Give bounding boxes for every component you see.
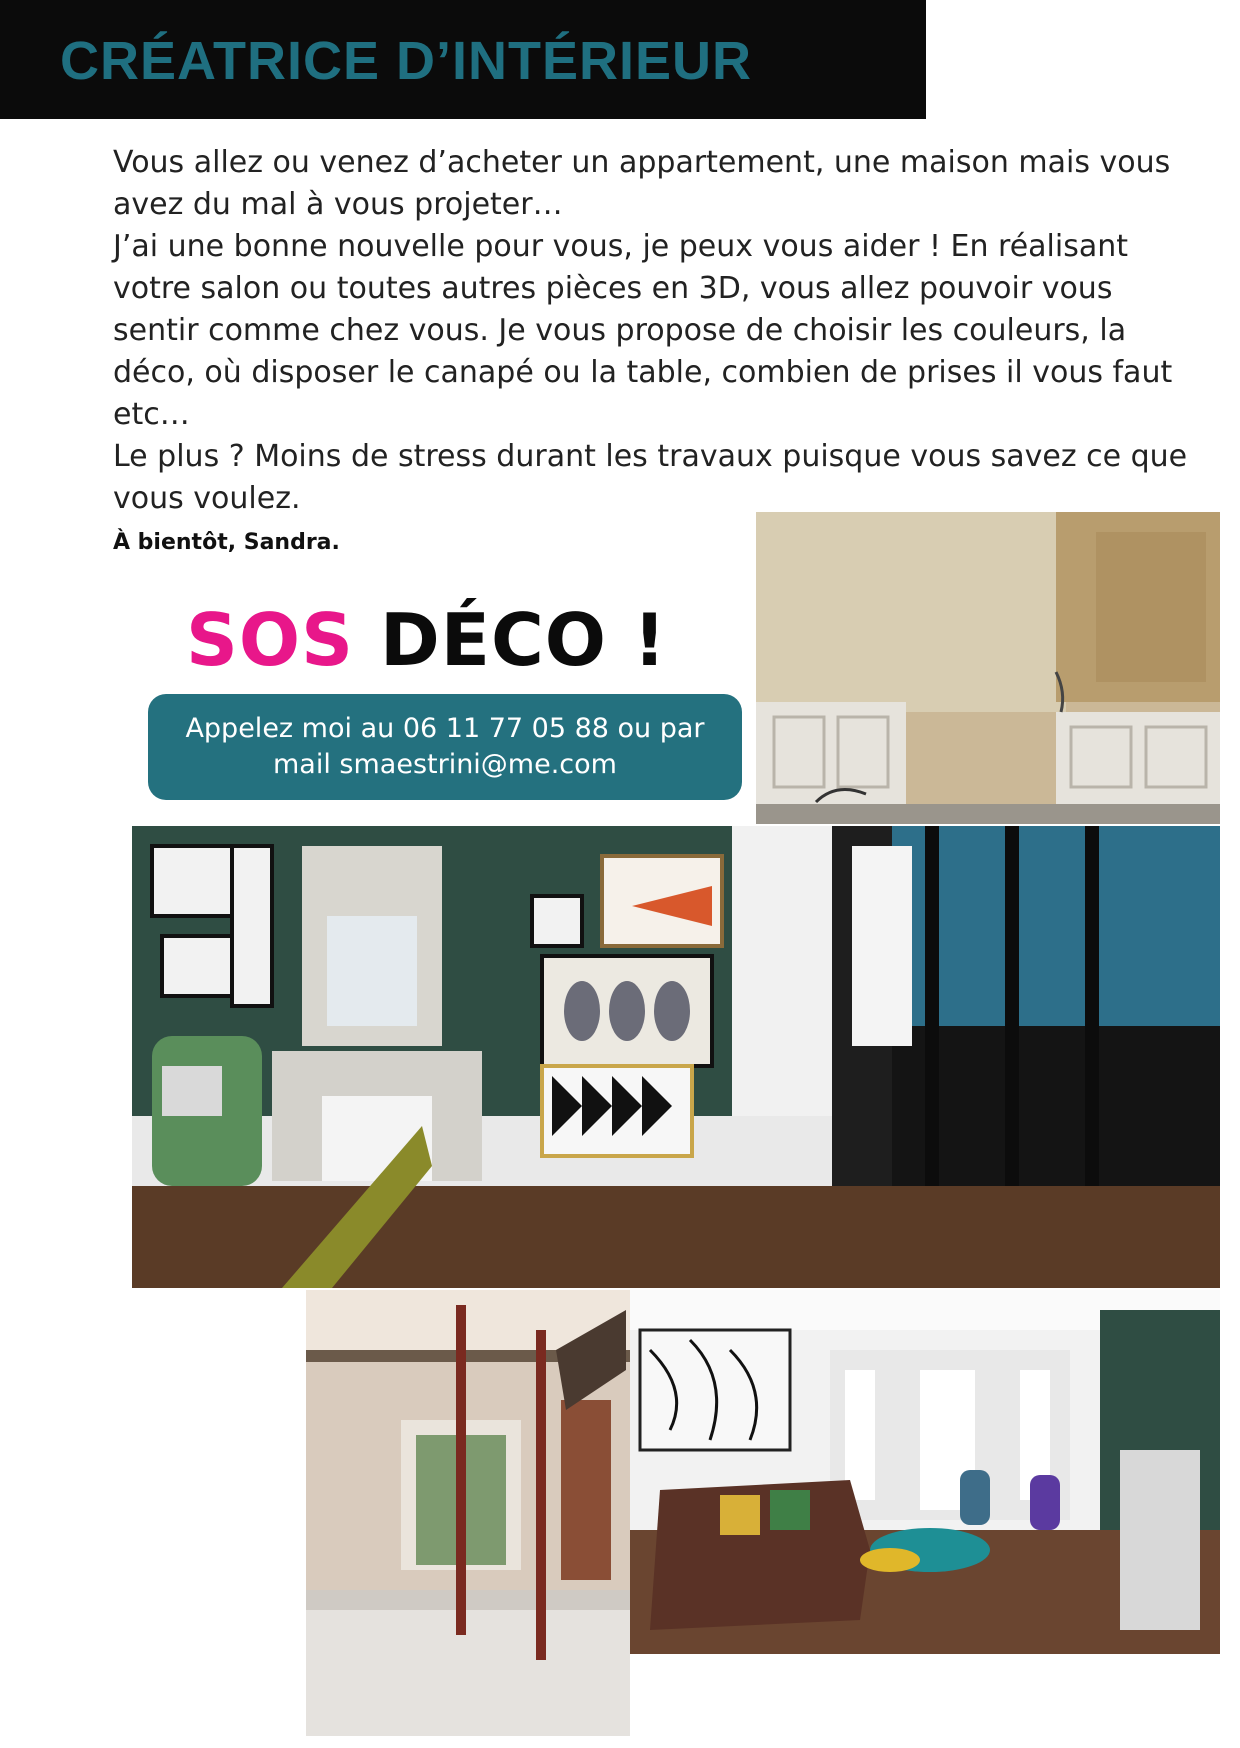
intro-paragraph-1: Vous allez ou venez d’acheter un appartement, une maison mais vous avez du mal à vous projeter… [113, 145, 1171, 222]
salon-3d-render [132, 826, 1220, 1288]
contact-box [148, 694, 742, 800]
living-room-3d-render [630, 1290, 1220, 1654]
deco-word: DÉCO ! [380, 598, 667, 682]
page-title: CRÉATRICE D’INTÉRIEUR [60, 31, 753, 91]
header-band [0, 0, 926, 119]
before-wall-photo [756, 512, 1220, 824]
sos-deco-heading [186, 598, 667, 682]
intro-paragraph-2: J’ai une bonne nouvelle pour vous, je peux vous aider ! En réalisant votre salon ou toutes autres pièces en 3D, vous allez pouvoir vous sentir comme chez vous. Je vous propose de choisir les couleurs, la déco, où disposer le canapé ou la table, combien de prises il vous faut etc… [113, 229, 1173, 432]
contact-line-2: mail smaestrini@me.com [272, 749, 617, 780]
sos-word: SOS [186, 598, 354, 682]
contact-line-1: Appelez moi au 06 11 77 05 88 ou par [185, 713, 705, 744]
intro-paragraph-3: Le plus ? Moins de stress durant les travaux puisque vous savez ce que vous voulez. [113, 439, 1188, 516]
construction-photo [306, 1290, 630, 1736]
signoff: À bientôt, Sandra. [113, 530, 340, 555]
intro-text [113, 142, 1193, 520]
